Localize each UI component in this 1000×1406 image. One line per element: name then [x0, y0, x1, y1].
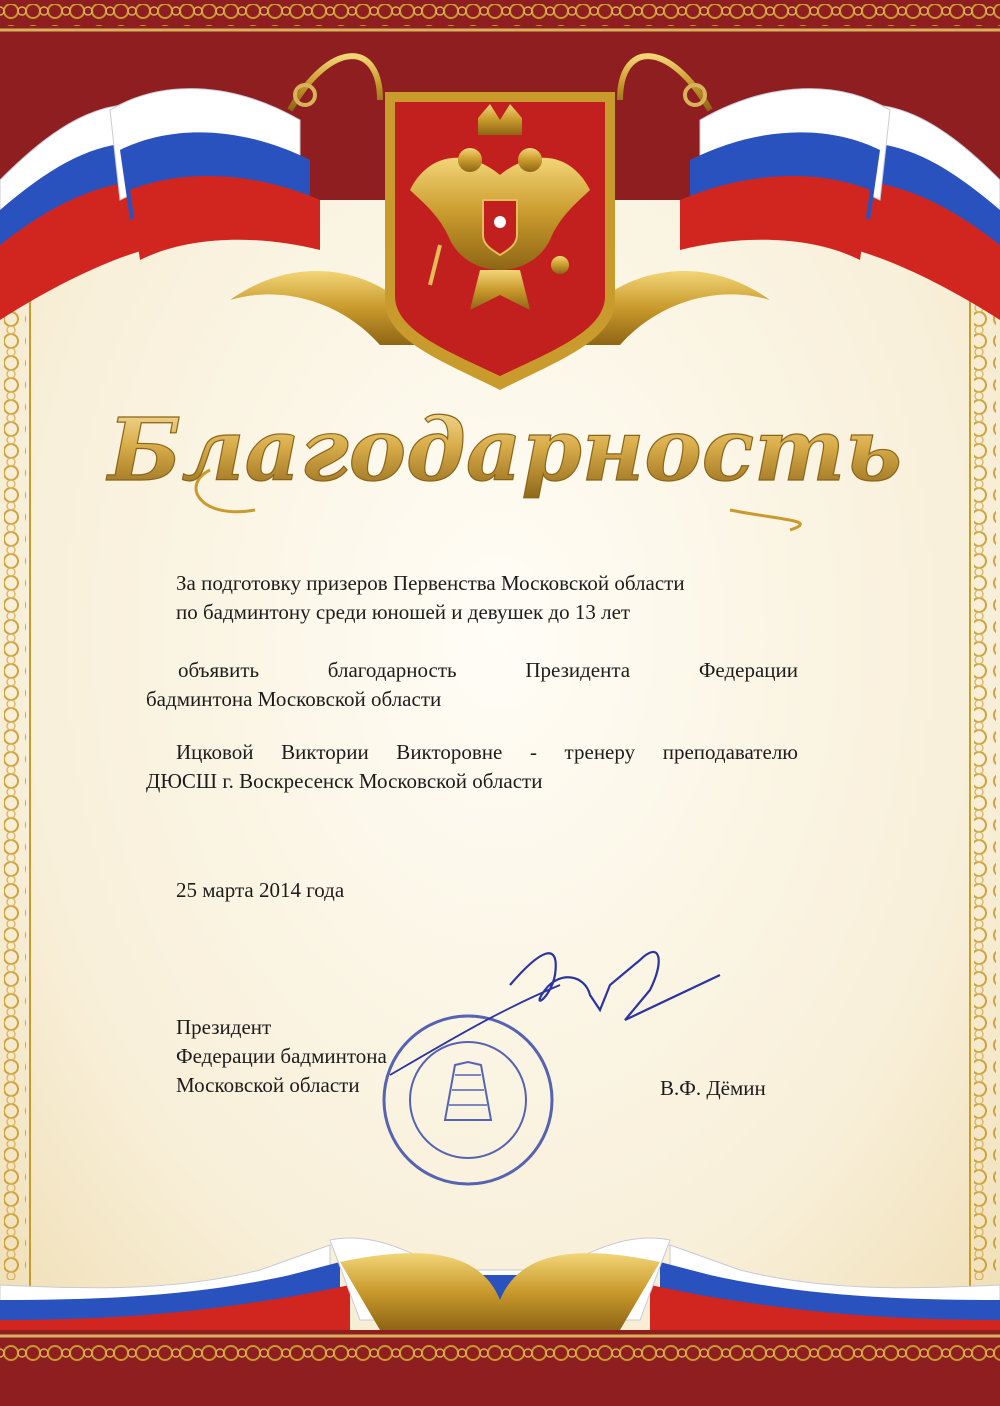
paragraph-announcement-line-2: бадминтона Московской области [146, 687, 442, 711]
document-title [108, 350, 902, 540]
svg-text:Благодарность: Благодарность [108, 400, 902, 501]
signatory-name: В.Ф. Дёмин [660, 1076, 766, 1100]
paragraph-recipient [146, 738, 798, 796]
paragraph-preparation-line-1: За подготовку призеров Первенства Московской области [176, 571, 685, 595]
signatory-position-line-1: Президент [176, 1015, 272, 1039]
paragraph-recipient-line-2: ДЮСШ г. Воскресенск Московской области [146, 769, 543, 793]
paragraph-announcement [146, 656, 798, 714]
document-date: 25 марта 2014 года [176, 878, 345, 902]
coat-of-arms-icon [385, 92, 615, 390]
paragraph-preparation-line-2: по бадминтону среди юношей и девушек до 13 лет [176, 600, 631, 624]
paragraph-announcement-line-1: объявить благодарность Президента Федерации [178, 658, 798, 682]
signatory-position-line-2: Федерации бадминтона [176, 1044, 387, 1068]
paragraph-preparation [176, 569, 798, 627]
paragraph-recipient-line-1: Ицковой Виктории Викторовне - тренеру преподавателю [176, 740, 798, 764]
signatory-position-line-3: Московской области [176, 1073, 360, 1097]
